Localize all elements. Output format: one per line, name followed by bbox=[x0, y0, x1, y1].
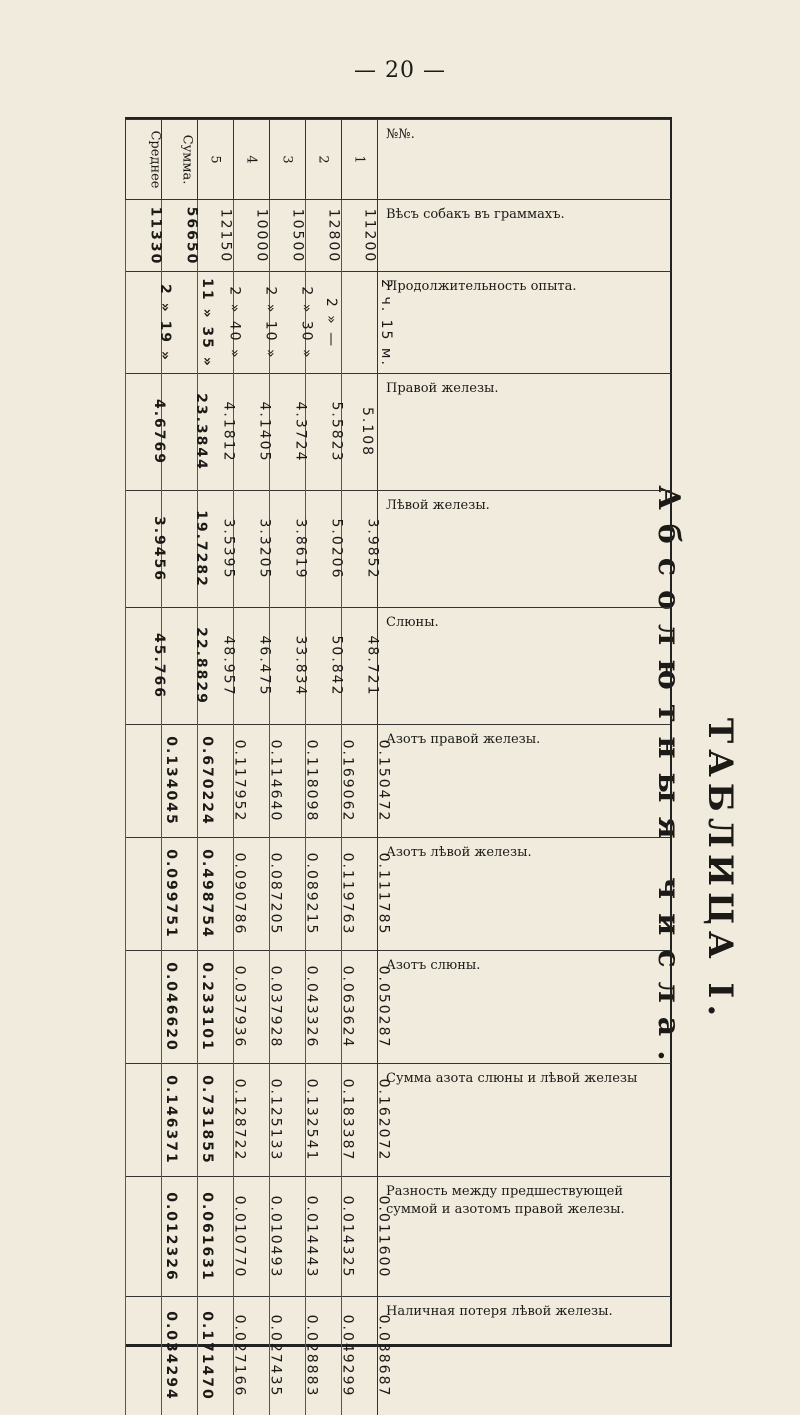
table-cell: 0.146371 bbox=[126, 1064, 162, 1177]
table-cell: 0.043326 bbox=[270, 951, 306, 1064]
table-cell: 5.0206 bbox=[306, 491, 342, 608]
table-cell: 10000 bbox=[234, 200, 270, 272]
table-cell: 0.125133 bbox=[234, 1064, 270, 1177]
table-cell: 4.6769 bbox=[126, 374, 162, 491]
table-cell: 11200 bbox=[342, 200, 378, 272]
table-cell: 0.233101 bbox=[162, 951, 198, 1064]
row-label: Правой железы. bbox=[378, 374, 671, 491]
table-cell: 4.3724 bbox=[270, 374, 306, 491]
table-cell: 5.5823 bbox=[306, 374, 342, 491]
table-cell: 0.087205 bbox=[234, 838, 270, 951]
table-cell: 0.150472 bbox=[342, 725, 378, 838]
table-cell: 23.3844 bbox=[162, 374, 198, 491]
table-cell: 0.498754 bbox=[162, 838, 198, 951]
row-label: Продолжительность опыта. bbox=[378, 272, 671, 374]
table-cell: 0.169062 bbox=[306, 725, 342, 838]
table-cell: 0.128722 bbox=[198, 1064, 234, 1177]
table-cell: 0.014443 bbox=[270, 1177, 306, 1297]
table-cell: 10500 bbox=[270, 200, 306, 272]
data-table-grid bbox=[125, 119, 671, 1415]
table-cell: 0.027166 bbox=[198, 1297, 234, 1415]
table-cell: 46.475 bbox=[234, 608, 270, 725]
table-cell: 0.049299 bbox=[306, 1297, 342, 1415]
table-row bbox=[126, 725, 671, 838]
table-cell: 0.162072 bbox=[342, 1064, 378, 1177]
col-5-header: 5 bbox=[198, 120, 234, 200]
row-label: Наличная потеря лѣвой железы. bbox=[378, 1297, 671, 1415]
table-cell: 48.957 bbox=[198, 608, 234, 725]
table-cell: 0.118098 bbox=[270, 725, 306, 838]
data-table bbox=[125, 117, 672, 1401]
table-cell: 0.171470 bbox=[162, 1297, 198, 1415]
table-cell: 0.038687 bbox=[342, 1297, 378, 1415]
table-row bbox=[126, 491, 671, 608]
table-cell: 0.063624 bbox=[306, 951, 342, 1064]
col-average-header: Среднее bbox=[126, 120, 162, 200]
table-cell: 0.731855 bbox=[162, 1064, 198, 1177]
row-label: Азотъ правой железы. bbox=[378, 725, 671, 838]
row-label: Сумма азота слюны и лѣвой железы bbox=[378, 1064, 671, 1177]
row-label: Лѣвой железы. bbox=[378, 491, 671, 608]
col-sum-header: Сумма. bbox=[162, 120, 198, 200]
header-row bbox=[126, 120, 671, 200]
row-header-no: №№. bbox=[378, 120, 671, 200]
table-cell: 0.132541 bbox=[270, 1064, 306, 1177]
table-cell: 11330 bbox=[126, 200, 162, 272]
table-cell: 2 » 10 » bbox=[234, 272, 270, 374]
table-cell: 0.114640 bbox=[234, 725, 270, 838]
table-cell: 0.010493 bbox=[234, 1177, 270, 1297]
table-cell: 48.721 bbox=[342, 608, 378, 725]
table-cell: 0.111785 bbox=[342, 838, 378, 951]
table-label: ТАБЛИЦА I. bbox=[700, 717, 740, 1023]
table-row bbox=[126, 374, 671, 491]
table-cell: 33.834 bbox=[270, 608, 306, 725]
table-cell: 11 » 35 » bbox=[162, 272, 198, 374]
table-cell: 0.037928 bbox=[234, 951, 270, 1064]
table-cell: 0.028883 bbox=[270, 1297, 306, 1415]
col-1-header: 1 bbox=[342, 120, 378, 200]
table-cell: 2 » 40 » bbox=[198, 272, 234, 374]
col-3-header: 3 bbox=[270, 120, 306, 200]
table-title: Абсолютныя числа. bbox=[651, 485, 686, 1075]
row-label: Слюны. bbox=[378, 608, 671, 725]
table-row bbox=[126, 1177, 671, 1297]
table-cell: 5.108 bbox=[342, 374, 378, 491]
row-label: Азотъ лѣвой железы. bbox=[378, 838, 671, 951]
table-cell: 0.061631 bbox=[162, 1177, 198, 1297]
table-cell: 12150 bbox=[198, 200, 234, 272]
table-row bbox=[126, 951, 671, 1064]
table-cell: 0.090786 bbox=[198, 838, 234, 951]
table-cell: 4.1812 bbox=[198, 374, 234, 491]
table-cell: 0.134045 bbox=[126, 725, 162, 838]
table-cell: 2 » 30 » bbox=[270, 272, 306, 374]
table-cell: 0.027435 bbox=[234, 1297, 270, 1415]
table-row bbox=[126, 608, 671, 725]
table-cell: 0.119763 bbox=[306, 838, 342, 951]
table-row bbox=[126, 272, 671, 374]
table-row bbox=[126, 838, 671, 951]
col-2-header: 2 bbox=[306, 120, 342, 200]
table-cell: 50.842 bbox=[306, 608, 342, 725]
table-cell: 3.3205 bbox=[234, 491, 270, 608]
table-cell: 2 » — bbox=[306, 272, 342, 374]
table-cell: 4.1405 bbox=[234, 374, 270, 491]
table-cell: 0.034294 bbox=[126, 1297, 162, 1415]
table-row bbox=[126, 1064, 671, 1177]
table-cell: 0.089215 bbox=[270, 838, 306, 951]
table-cell: 0.117952 bbox=[198, 725, 234, 838]
row-label: Азотъ слюны. bbox=[378, 951, 671, 1064]
table-cell: 0.010770 bbox=[198, 1177, 234, 1297]
row-label: Разность между предшествующей суммой и азотомъ правой железы. bbox=[378, 1177, 671, 1297]
table-cell: 2 » 19 » bbox=[126, 272, 162, 374]
table-cell: 45.766 bbox=[126, 608, 162, 725]
table-cell: 0.670224 bbox=[162, 725, 198, 838]
table-cell: 2 ч. 15 м. bbox=[342, 272, 378, 374]
table-cell: 0.099751 bbox=[126, 838, 162, 951]
table-cell: 19.7282 bbox=[162, 491, 198, 608]
table-cell: 0.012326 bbox=[126, 1177, 162, 1297]
table-cell: 3.9852 bbox=[342, 491, 378, 608]
col-4-header: 4 bbox=[234, 120, 270, 200]
table-row bbox=[126, 200, 671, 272]
table-cell: 22.8829 bbox=[162, 608, 198, 725]
table-cell: 56650 bbox=[162, 200, 198, 272]
table-cell: 0.014325 bbox=[306, 1177, 342, 1297]
table-cell: 0.037936 bbox=[198, 951, 234, 1064]
table-row bbox=[126, 1297, 671, 1415]
table-cell: 3.8619 bbox=[270, 491, 306, 608]
table-cell: 3.5395 bbox=[198, 491, 234, 608]
row-label: Вѣсъ собакъ въ граммахъ. bbox=[378, 200, 671, 272]
table-cell: 12800 bbox=[306, 200, 342, 272]
page-number: — 20 — bbox=[354, 58, 446, 83]
table-cell: 0.183387 bbox=[306, 1064, 342, 1177]
table-cell: 0.050287 bbox=[342, 951, 378, 1064]
table-cell: 0.011600 bbox=[342, 1177, 378, 1297]
table-cell: 0.046620 bbox=[126, 951, 162, 1064]
table-cell: 3.9456 bbox=[126, 491, 162, 608]
